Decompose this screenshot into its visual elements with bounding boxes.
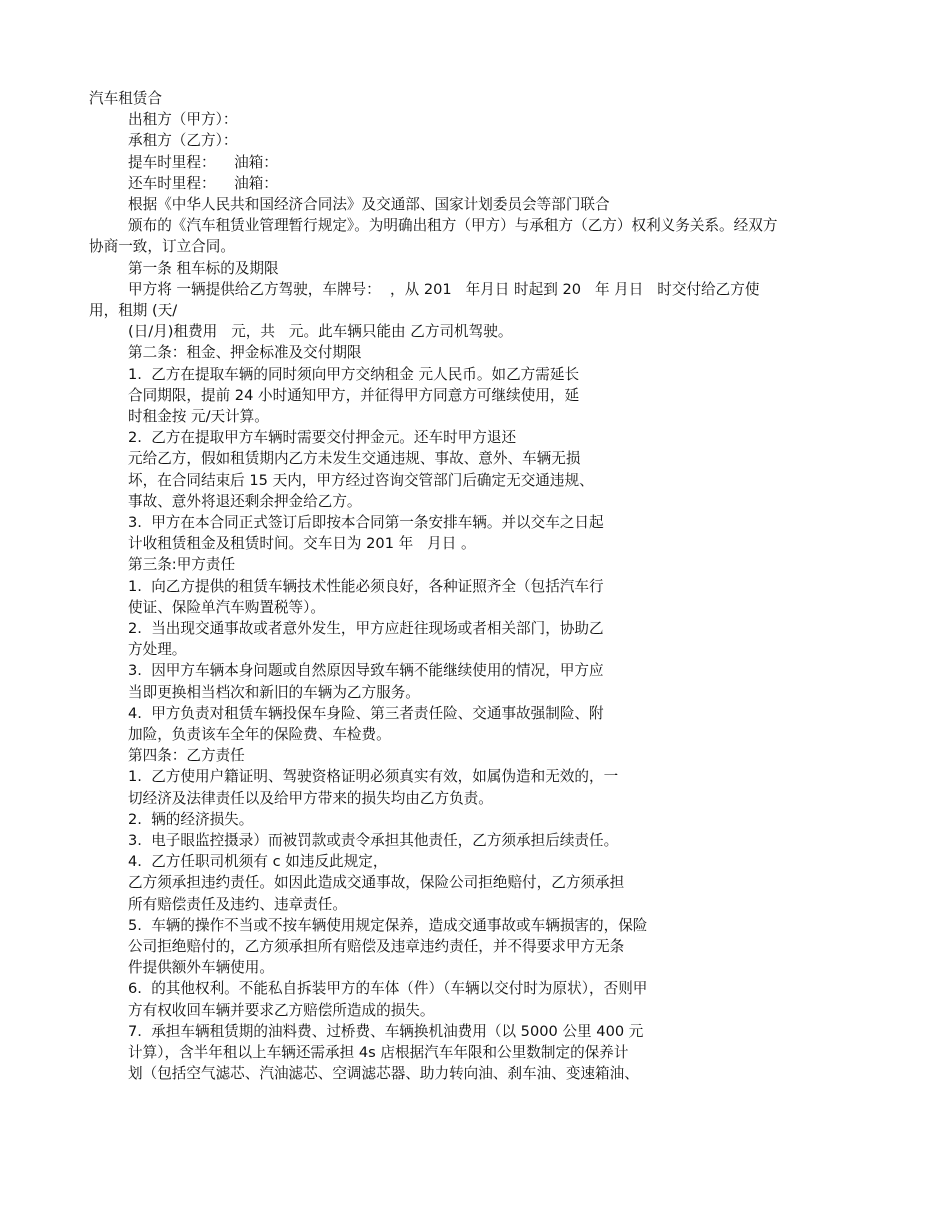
- text-line: 计算），含半年租以上车辆还需承担 4s 店根据汽车年限和公里数制定的保养计: [128, 1044, 629, 1061]
- text-line: 切经济及法律责任以及给甲方带来的损失均由乙方负责。: [128, 789, 493, 807]
- text-line: 用，租期 (天/: [89, 302, 178, 319]
- text-line: 承租方（乙方）：: [128, 132, 238, 150]
- text-line: 7. 承担车辆租赁期的油料费、过桥费、车辆换机油费用（以 5000 公里 400 元: [128, 1022, 644, 1040]
- text-line: 方有权收回车辆并要求乙方赔偿所造成的损失。: [128, 1001, 435, 1019]
- document-title: 汽车租赁合: [89, 90, 162, 107]
- text-line: 件提供额外车辆使用。: [128, 959, 274, 977]
- text-line: 方处理。: [128, 641, 187, 659]
- text-line: 合同期限，提前 24 小时通知甲方，并征得甲方同意方可继续使用，延: [128, 386, 580, 404]
- text-line: 划（包括空气滤芯、汽油滤芯、空调滤芯器、助力转向油、刹车油、变速箱油、: [128, 1065, 639, 1083]
- text-line: 4. 甲方负责对租赁车辆投保车身险、第三者责任险、交通事故强制险、附: [128, 704, 604, 722]
- text-line: 当即更换相当档次和新旧的车辆为乙方服务。: [128, 683, 420, 701]
- text-line: 2. 乙方在提取甲方车辆时需要交付押金元。还车时甲方退还: [128, 429, 517, 447]
- text-line: 第二条：租金、押金标准及交付期限: [128, 344, 362, 362]
- text-line: 使证、保险单汽车购置税等）。: [128, 598, 326, 616]
- text-line: 3. 因甲方车辆本身问题或自然原因导致车辆不能继续使用的情况，甲方应: [128, 662, 604, 680]
- text-line: 3. 电子眼监控摄录）而被罚款或责令承担其他责任，乙方须承担后续责任。: [128, 832, 619, 849]
- text-line: 甲方将 一辆提供给乙方驾驶，车牌号： ，从 201 年月日 时起到 20 年 月日 时交付给乙方使: [128, 280, 760, 298]
- text-line: 第四条：乙方责任: [128, 747, 245, 765]
- text-line: 乙方须承担违约责任。如因此造成交通事故，保险公司拒绝赔付，乙方须承担: [128, 874, 625, 892]
- text-line: 坏，在合同结束后 15 天内，甲方经过咨询交管部门后确定无交通违规、: [128, 471, 594, 489]
- text-line: 出租方（甲方）：: [128, 111, 238, 129]
- text-line: 公司拒绝赔付的，乙方须承担所有赔偿及违章违约责任，并不得要求甲方无条: [128, 938, 625, 955]
- text-line: 提车时里程： 油箱：: [128, 153, 278, 171]
- text-line: 元给乙方，假如租赁期内乙方未发生交通违规、事故、意外、车辆无损: [128, 450, 581, 468]
- text-line: 加险，负责该车全年的保险费、车检费。: [128, 726, 391, 743]
- text-line: 2. 辆的经济损失。: [128, 810, 254, 828]
- text-line: 3. 甲方在本合同正式签订后即按本合同第一条安排车辆。并以交车之日起: [128, 514, 604, 531]
- text-line: 事故、意外将退还剩余押金给乙方。: [128, 492, 362, 510]
- text-line: (日/月)租费用 元，共 元。此车辆只能由 乙方司机驾驶。: [128, 323, 513, 341]
- text-line: 6. 的其他权利。不能私自拆装甲方的车体（件）（车辆以交付时为原状），否则甲: [128, 980, 648, 998]
- text-line: 1. 乙方在提取车辆的同时须向甲方交纳租金 元人民币。如乙方需延长: [128, 365, 580, 383]
- text-line: 第一条 租车标的及期限: [128, 259, 279, 277]
- text-line: 5. 车辆的操作不当或不按车辆使用规定保养，造成交通事故或车辆损害的，保险: [128, 916, 648, 934]
- text-line: 还车时里程： 油箱：: [128, 174, 278, 192]
- text-line: 协商一致，订立合同。: [89, 238, 235, 256]
- text-line: 4. 乙方任职司机须有 c 如违反此规定，: [128, 853, 388, 871]
- text-line: 所有赔偿责任及违约、违章责任。: [128, 895, 347, 913]
- text-line: 时租金按 元/天计算。: [128, 408, 269, 425]
- text-line: 根据《中华人民共和国经济合同法》及交通部、国家计划委员会等部门联合: [128, 196, 610, 213]
- text-line: 第三条:甲方责任: [128, 556, 236, 574]
- text-line: 颁布的《汽车租赁业管理暂行规定》。为明确出租方（甲方）与承租方（乙方）权利义务关系。经双方: [128, 217, 778, 235]
- text-line: 2. 当出现交通事故或者意外发生，甲方应赶往现场或者相关部门，协助乙: [128, 620, 604, 637]
- text-line: 1. 向乙方提供的租赁车辆技术性能必须良好，各种证照齐全（包括汽车行: [128, 577, 604, 595]
- text-line: 计收租赁租金及租赁时间。交车日为 201 年 月日 。: [128, 535, 476, 553]
- text-line: 1. 乙方使用户籍证明、驾驶资格证明必须真实有效，如属伪造和无效的，一: [128, 768, 619, 786]
